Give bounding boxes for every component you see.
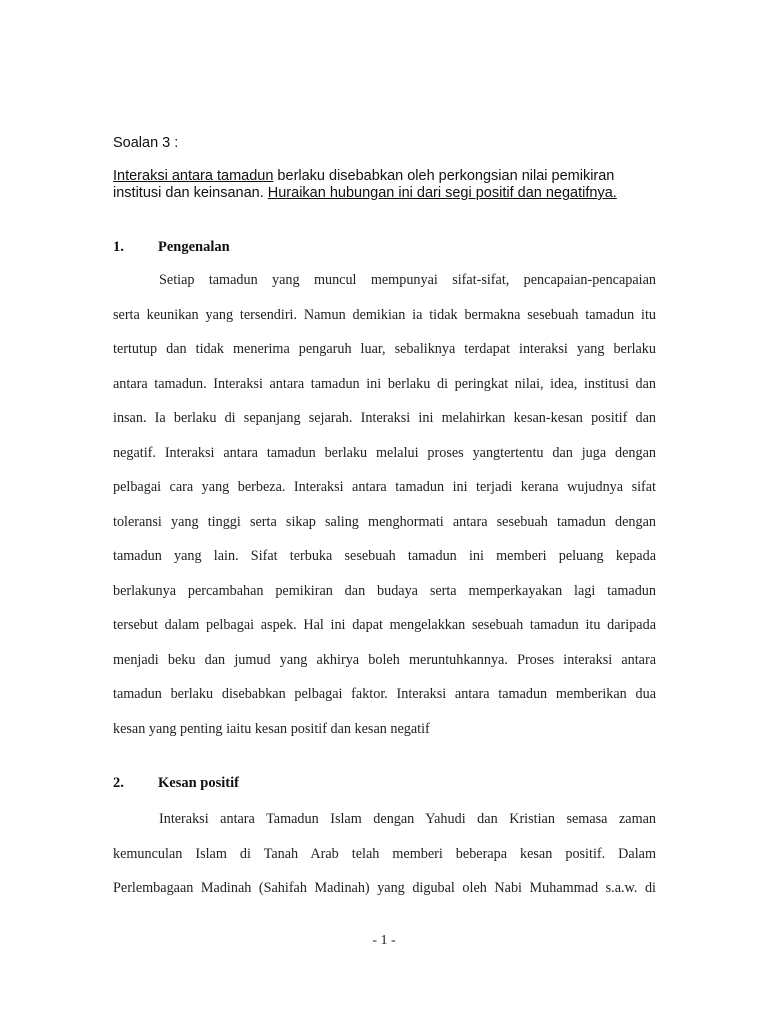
paragraph-line: kemunculan Islam di Tanah Arab telah memberi beberapa kesan positif. Dalam bbox=[113, 845, 656, 862]
question-title: Soalan 3 : bbox=[113, 135, 179, 151]
paragraph-line: Perlembagaan Madinah (Sahifah Madinah) yang digubal oleh Nabi Muhammad s.a.w. di bbox=[113, 880, 656, 896]
section-heading-kesan-positif bbox=[113, 775, 239, 792]
paragraph-line: toleransi yang tinggi serta sikap saling menghormati antara sesebuah tamadun dengan bbox=[113, 513, 656, 530]
paragraph-line: berlakunya percambahan pemikiran dan budaya serta memperkayakan lagi tamadun bbox=[113, 582, 656, 599]
paragraph-line: tertutup dan tidak menerima pengaruh luar, sebaliknya terdapat interaksi yang berlaku bbox=[113, 341, 656, 357]
section-heading-pengenalan bbox=[113, 239, 230, 256]
paragraph-line: kesan yang penting iaitu kesan positif dan kesan negatif bbox=[113, 720, 430, 737]
paragraph-line: serta keunikan yang tersendiri. Namun demikian ia tidak bermakna sesebuah tamadun itu bbox=[113, 306, 656, 323]
section-number: 1. bbox=[113, 239, 124, 255]
question-text bbox=[113, 168, 658, 202]
paragraph-kesan-positif bbox=[113, 802, 656, 906]
question-underline-task: Huraikan hubungan ini dari segi positif dan negatifnya. bbox=[267, 185, 617, 201]
paragraph-line: Interaksi antara Tamadun Islam dengan Yahudi dan Kristian semasa zaman bbox=[159, 811, 656, 827]
paragraph-pengenalan bbox=[113, 263, 656, 746]
paragraph-line: menjadi beku dan jumud yang akhirya boleh meruntuhkannya. Proses interaksi antara bbox=[113, 651, 656, 668]
page-number: - 1 - bbox=[372, 933, 396, 948]
paragraph-line: pelbagai cara yang berbeza. Interaksi antara tamadun ini terjadi kerana wujudnya sifat bbox=[113, 479, 656, 495]
section-number: 2. bbox=[113, 775, 124, 791]
paragraph-line: tamadun yang lain. Sifat terbuka sesebuah tamadun ini memberi peluang kepada bbox=[113, 548, 656, 564]
paragraph-line: insan. Ia berlaku di sepanjang sejarah. Interaksi ini melahirkan kesan-kesan positif dan bbox=[113, 410, 656, 426]
paragraph-line: tamadun berlaku disebabkan pelbagai faktor. Interaksi antara tamadun memberikan dua bbox=[113, 686, 656, 702]
question-statement: berlaku disebabkan oleh perkongsian nilai pemikiran institusi dan keinsanan. bbox=[113, 168, 615, 201]
paragraph-line: negatif. Interaksi antara tamadun berlaku melalui proses yangtertentu dan juga dengan bbox=[113, 444, 656, 461]
section-title: Kesan positif bbox=[158, 775, 239, 791]
question-underline-topic: Interaksi antara tamadun bbox=[113, 168, 274, 184]
paragraph-line: antara tamadun. Interaksi antara tamadun ini berlaku di peringkat nilai, idea, institusi dan bbox=[113, 375, 656, 392]
paragraph-line: Setiap tamadun yang muncul mempunyai sifat-sifat, pencapaian-pencapaian bbox=[159, 272, 656, 288]
section-title: Pengenalan bbox=[158, 239, 230, 255]
paragraph-line: tersebut dalam pelbagai aspek. Hal ini dapat mengelakkan sesebuah tamadun itu daripada bbox=[113, 617, 656, 633]
